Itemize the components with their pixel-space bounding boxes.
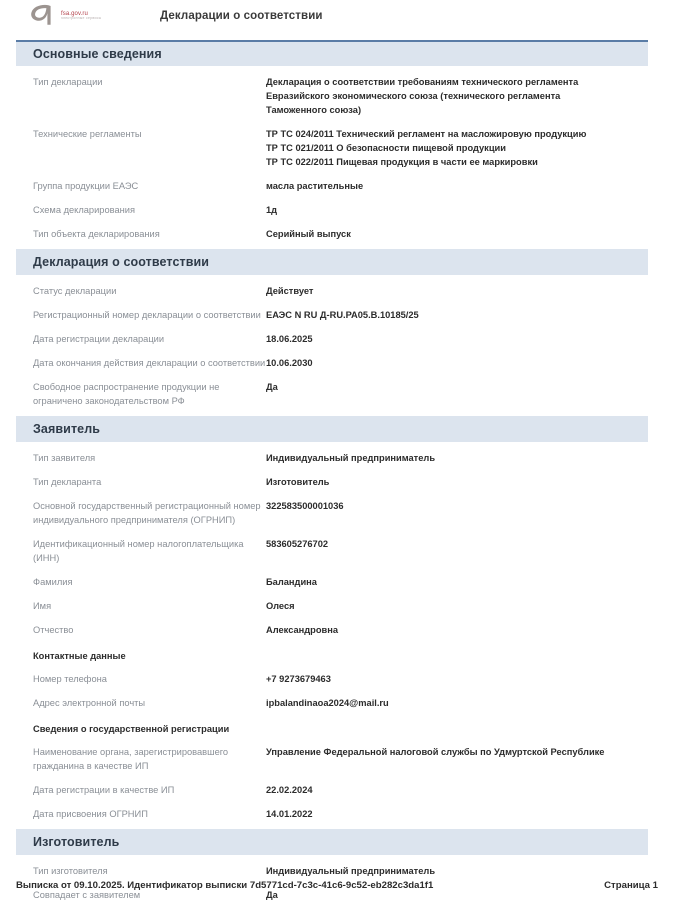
row-value [266, 203, 648, 217]
row-value [266, 451, 648, 465]
page-header [0, 0, 675, 32]
detail-row [16, 575, 648, 599]
row-value-line: Индивидуальный предприниматель [266, 866, 436, 876]
row-value [266, 537, 648, 551]
row-value [266, 284, 648, 298]
detail-row [16, 284, 648, 308]
row-value [266, 807, 648, 821]
row-label: Статус декларации [33, 286, 117, 296]
row-value-line: 22.02.2024 [266, 785, 313, 795]
row-label: Технические регламенты [33, 129, 142, 139]
row-label: Идентификационный номер налогоплательщика (ИНН) [33, 539, 244, 563]
row-value-line: ТР ТС 022/2011 Пищевая продукция в части ее маркировки [266, 157, 538, 167]
detail-row [16, 227, 648, 243]
row-label: Дата присвоения ОГРНИП [33, 809, 148, 819]
row-value-line: 583605276702 [266, 539, 329, 549]
row-value-line: масла растительные [266, 181, 364, 191]
row-value-line: ТР ТС 021/2011 О безопасности пищевой продукции [266, 143, 506, 153]
row-value [266, 332, 648, 346]
document-body [16, 40, 648, 910]
row-value [266, 864, 648, 878]
detail-row [16, 672, 648, 696]
row-label: Тип заявителя [33, 453, 96, 463]
row-value [266, 575, 648, 589]
row-value [266, 75, 648, 117]
row-label: Дата регистрации декларации [33, 334, 165, 344]
row-value-line: 18.06.2025 [266, 334, 313, 344]
section-title: Основные сведения [33, 47, 162, 61]
section-header-izgotovitel [16, 829, 648, 855]
fsa-logo-text [61, 11, 101, 21]
row-value-line: +7 9273679463 [266, 674, 331, 684]
row-value-line: Да [266, 382, 278, 392]
detail-row [16, 599, 648, 623]
detail-row [16, 75, 648, 127]
row-value [266, 499, 648, 513]
row-value [266, 127, 648, 169]
row-value [266, 599, 648, 613]
section-rows [16, 442, 648, 829]
row-value-line: Индивидуальный предприниматель [266, 453, 436, 463]
row-value-line: Евразийского экономического союза (технического регламента [266, 91, 561, 101]
row-value [266, 623, 648, 637]
detail-row [16, 380, 648, 410]
row-value-line: Баландина [266, 577, 317, 587]
row-label: Регистрационный номер декларации о соответствии [33, 310, 261, 320]
row-value-line: Изготовитель [266, 477, 330, 487]
detail-row [16, 696, 648, 720]
footer-page-number: Страница 1 [604, 880, 658, 891]
detail-row [16, 203, 648, 227]
row-value-line: ЕАЭС N RU Д-RU.РА05.В.10185/25 [266, 310, 419, 320]
row-value-line: Да [266, 890, 278, 900]
detail-row [16, 332, 648, 356]
row-value-line: Александровна [266, 625, 339, 635]
row-value [266, 380, 648, 394]
row-value [266, 672, 648, 686]
detail-row [16, 745, 648, 783]
row-value-line: 10.06.2030 [266, 358, 313, 368]
row-value-line: Декларация о соответствии требованиям технического регламента [266, 77, 579, 87]
row-label: Совпадает с заявителем [33, 890, 141, 900]
row-value [266, 356, 648, 370]
row-value [266, 745, 648, 759]
row-label: Схема декларирования [33, 205, 136, 215]
page-footer [16, 880, 664, 891]
row-value [266, 179, 648, 193]
section-header-zayavitel [16, 416, 648, 442]
detail-row [16, 308, 648, 332]
row-label: Наименование органа, зарегистрировавшего гражданина в качестве ИП [33, 747, 229, 771]
section-title: Заявитель [33, 422, 101, 436]
row-label: Фамилия [33, 577, 73, 587]
row-label: Дата регистрации в качестве ИП [33, 785, 175, 795]
row-label: Имя [33, 601, 52, 611]
detail-row [16, 623, 648, 647]
row-value-line: 14.01.2022 [266, 809, 313, 819]
row-value [266, 696, 648, 710]
section-header-osnovnye-svedeniya [16, 40, 648, 66]
fsa-logo [28, 3, 124, 29]
row-value [266, 475, 648, 489]
row-value-line: Действует [266, 286, 314, 296]
row-value-line: Олеся [266, 601, 295, 611]
section-rows [16, 66, 648, 249]
row-value-line: ipbalandinaoa2024@mail.ru [266, 698, 389, 708]
row-label: Номер телефона [33, 674, 107, 684]
detail-row [16, 451, 648, 475]
fsa-logo-tagline: электронные сервисы [61, 16, 102, 21]
footer-extract-info: Выписка от 09.10.2025. Идентификатор выписки 7d5771cd-7c3c-41c6-9c52-eb282c3da1f1 [16, 880, 434, 891]
row-label: Тип изготовителя [33, 866, 108, 876]
row-value-line: Управление Федеральной налоговой службы по Удмуртской Республике [266, 747, 605, 757]
row-value [266, 308, 648, 322]
row-value-line: ТР ТС 024/2011 Технический регламент на масложировую продукцию [266, 129, 587, 139]
row-subheading: Контактные данные [33, 651, 126, 661]
fsa-logo-icon [28, 3, 58, 29]
row-value-line: 322583500001036 [266, 501, 344, 511]
section-header-deklaraciya-o-sootvetstvii [16, 249, 648, 275]
section-title: Изготовитель [33, 835, 120, 849]
detail-row [16, 807, 648, 823]
row-label: Основной государственный регистрационный номер индивидуального предпринимателя (ОГРНИП) [33, 501, 261, 525]
row-label: Свободное распространение продукции не ограничено законодательством РФ [33, 382, 220, 406]
row-value [266, 783, 648, 797]
detail-row [16, 179, 648, 203]
row-label: Тип декларанта [33, 477, 102, 487]
row-value [266, 227, 648, 241]
row-label: Отчество [33, 625, 74, 635]
section-title: Декларация о соответствии [33, 255, 210, 269]
detail-row [16, 537, 648, 575]
detail-row [16, 475, 648, 499]
row-label: Дата окончания действия декларации о соответствии [33, 358, 266, 368]
section-rows [16, 275, 648, 416]
row-label: Тип объекта декларирования [33, 229, 160, 239]
row-label: Тип декларации [33, 77, 103, 87]
row-subheading: Сведения о государственной регистрации [33, 724, 230, 734]
detail-row [16, 356, 648, 380]
fsa-logo-domain: fsa.gov.ru [61, 11, 88, 17]
detail-row [16, 127, 648, 179]
row-value-line: Серийный выпуск [266, 229, 351, 239]
row-label: Адрес электронной почты [33, 698, 146, 708]
detail-row [16, 783, 648, 807]
row-value-line: 1д [266, 205, 278, 215]
row-value-line: Таможенного союза) [266, 105, 362, 115]
row-label: Группа продукции ЕАЭС [33, 181, 139, 191]
page-title: Декларации о соответствии [160, 10, 323, 22]
detail-row [16, 499, 648, 537]
